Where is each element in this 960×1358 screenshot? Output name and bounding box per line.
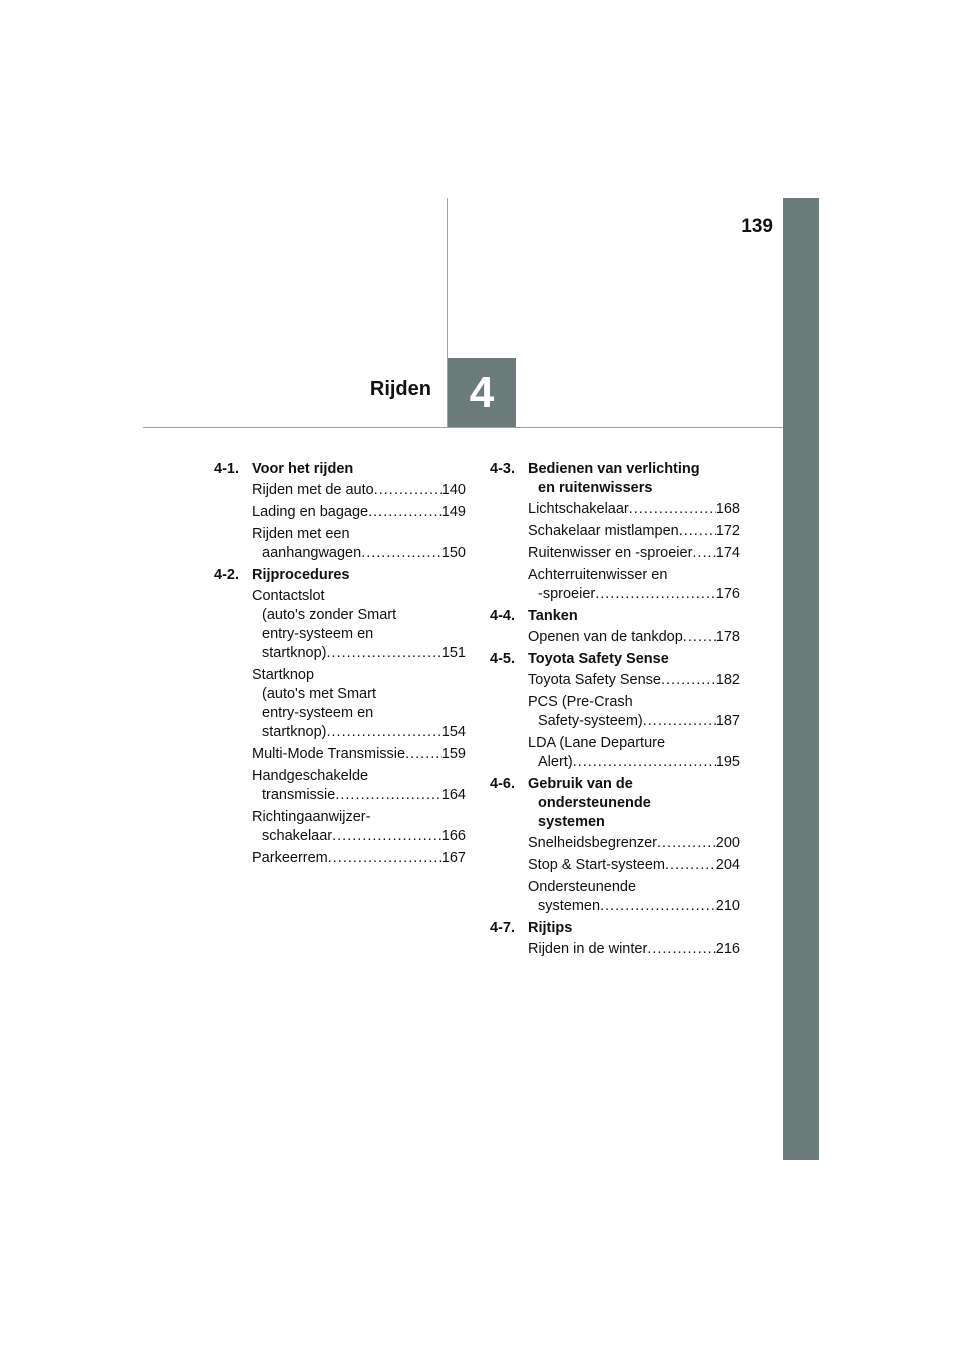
toc-entry[interactable] (252, 767, 466, 805)
entry-text: startknop) (262, 724, 327, 740)
entry-text: entry-systeem en (262, 626, 374, 642)
dot-leader (657, 834, 716, 853)
toc-entry[interactable] (252, 745, 466, 764)
entry-text: Multi-Mode Transmissie (252, 746, 406, 762)
entry-text: schakelaar (262, 828, 333, 844)
entry-text: (auto's met Smart (262, 686, 376, 702)
toc-section (490, 607, 740, 647)
page-number: 139 (741, 216, 773, 237)
entry-text: Ruitenwisser en -sproeier (528, 545, 693, 561)
dot-leader (661, 671, 716, 690)
toc-section (490, 919, 740, 959)
toc-entry[interactable] (528, 834, 740, 853)
dot-leader (679, 522, 716, 541)
entry-page-number: 164 (441, 787, 466, 803)
entry-text: Openen van de tankdop (528, 629, 683, 645)
section-number: 4-5. (490, 651, 515, 667)
toc-section (214, 460, 466, 563)
section-heading (490, 650, 740, 669)
entry-text: Schakelaar mistlampen (528, 523, 679, 539)
section-title: Tanken (528, 608, 578, 624)
entry-text: Startknop (252, 667, 315, 683)
toc-column-left (214, 460, 466, 871)
dot-leader (326, 644, 441, 663)
section-number: 4-6. (490, 776, 515, 792)
toc-entry[interactable] (528, 500, 740, 519)
dot-leader (405, 745, 442, 764)
entry-text: Toyota Safety Sense (528, 672, 661, 688)
section-title: Voor het rijden (252, 461, 354, 477)
entry-text: Stop & Start-systeem (528, 857, 665, 873)
section-number: 4-2. (214, 567, 239, 583)
toc-entry[interactable] (252, 849, 466, 868)
entry-text: Rijden met de auto (252, 482, 374, 498)
entry-text: Rijden in de winter (528, 941, 648, 957)
entry-page-number: 140 (441, 482, 466, 498)
entry-page-number: 210 (715, 898, 740, 914)
toc-entry[interactable] (528, 544, 740, 563)
entry-page-number: 168 (715, 501, 740, 517)
toc-entry[interactable] (528, 940, 740, 959)
horizontal-rule (143, 427, 783, 428)
entry-page-number: 172 (715, 523, 740, 539)
dot-leader (600, 897, 716, 916)
entry-text: Safety-systeem) (538, 713, 643, 729)
section-title: Toyota Safety Sense (528, 651, 669, 667)
entry-text: startknop) (262, 645, 327, 661)
entry-text: PCS (Pre-Crash (528, 694, 633, 710)
entry-text: Alert) (538, 754, 573, 770)
entry-text: transmissie (262, 787, 336, 803)
entry-text: systemen (538, 898, 601, 914)
toc-entry[interactable] (252, 525, 466, 563)
entry-text: Lichtschakelaar (528, 501, 629, 517)
chapter-number-box: 4 (448, 358, 516, 427)
entry-page-number: 187 (715, 713, 740, 729)
toc-entry[interactable] (528, 566, 740, 604)
entry-text: Contactslot (252, 588, 325, 604)
entry-text: Snelheidsbegrenzer (528, 835, 657, 851)
section-heading (490, 607, 740, 626)
entry-text: (auto's zonder Smart (262, 607, 397, 623)
toc-entry[interactable] (252, 666, 466, 742)
entry-page-number: 151 (441, 645, 466, 661)
entry-text: Handgeschakelde (252, 768, 369, 784)
entry-page-number: 159 (441, 746, 466, 762)
entry-text: entry-systeem en (262, 705, 374, 721)
entry-page-number: 166 (441, 828, 466, 844)
entry-text: Richtingaanwijzer- (252, 809, 371, 825)
toc-entry[interactable] (528, 628, 740, 647)
dot-leader (573, 753, 716, 772)
toc-entry[interactable] (252, 587, 466, 663)
dot-leader (328, 849, 442, 868)
dot-leader (332, 827, 442, 846)
entry-text: Achterruitenwisser en (528, 567, 668, 583)
dot-leader (326, 723, 441, 742)
entry-page-number: 176 (715, 586, 740, 602)
entry-page-number: 204 (715, 857, 740, 873)
toc-entry[interactable] (252, 808, 466, 846)
toc-section (214, 566, 466, 868)
section-number: 4-4. (490, 608, 515, 624)
toc-section (490, 775, 740, 916)
entry-page-number: 216 (715, 941, 740, 957)
entry-text: Parkeerrem (252, 850, 328, 866)
dot-leader (595, 585, 716, 604)
toc-entry[interactable] (528, 878, 740, 916)
section-title: Rijtips (528, 920, 573, 936)
dot-leader (647, 940, 716, 959)
section-number: 4-3. (490, 461, 515, 477)
dot-leader (629, 500, 716, 519)
dot-leader (643, 712, 716, 731)
entry-page-number: 200 (715, 835, 740, 851)
entry-page-number: 195 (715, 754, 740, 770)
toc-entry[interactable] (252, 503, 466, 522)
dot-leader (692, 544, 715, 563)
section-title: Gebruik van de ondersteunende systemen (528, 776, 651, 830)
entry-page-number: 182 (715, 672, 740, 688)
entry-text: -sproeier (538, 586, 596, 602)
section-heading (490, 775, 740, 832)
toc-section (490, 650, 740, 772)
entry-page-number: 178 (715, 629, 740, 645)
toc-entry[interactable] (252, 481, 466, 500)
toc-entry[interactable] (528, 856, 740, 875)
entry-text: Lading en bagage (252, 504, 369, 520)
section-heading (490, 460, 740, 498)
entry-text: Ondersteunende (528, 879, 637, 895)
dot-leader (374, 481, 442, 500)
toc-section (490, 460, 740, 604)
chapter-side-tab (783, 198, 819, 1160)
section-number: 4-1. (214, 461, 239, 477)
dot-leader (368, 503, 442, 522)
entry-text: Rijden met een (252, 526, 350, 542)
dot-leader (665, 856, 716, 875)
entry-page-number: 154 (441, 724, 466, 740)
dot-leader (361, 544, 442, 563)
entry-text: LDA (Lane Departure (528, 735, 666, 751)
section-title: Bedienen van verlichting en ruitenwissers (528, 461, 700, 496)
toc-entry[interactable] (528, 693, 740, 731)
entry-page-number: 174 (715, 545, 740, 561)
section-title: Rijprocedures (252, 567, 350, 583)
toc-column-right (490, 460, 740, 962)
entry-page-number: 167 (441, 850, 466, 866)
entry-text: aanhangwagen (262, 545, 362, 561)
chapter-title: Rijden (369, 378, 431, 400)
entry-page-number: 149 (441, 504, 466, 520)
section-heading (214, 566, 466, 585)
entry-page-number: 150 (441, 545, 466, 561)
toc-entry[interactable] (528, 671, 740, 690)
toc-entry[interactable] (528, 522, 740, 541)
dot-leader (683, 628, 716, 647)
dot-leader (335, 786, 441, 805)
toc-entry[interactable] (528, 734, 740, 772)
section-number: 4-7. (490, 920, 515, 936)
section-heading (490, 919, 740, 938)
section-heading (214, 460, 466, 479)
